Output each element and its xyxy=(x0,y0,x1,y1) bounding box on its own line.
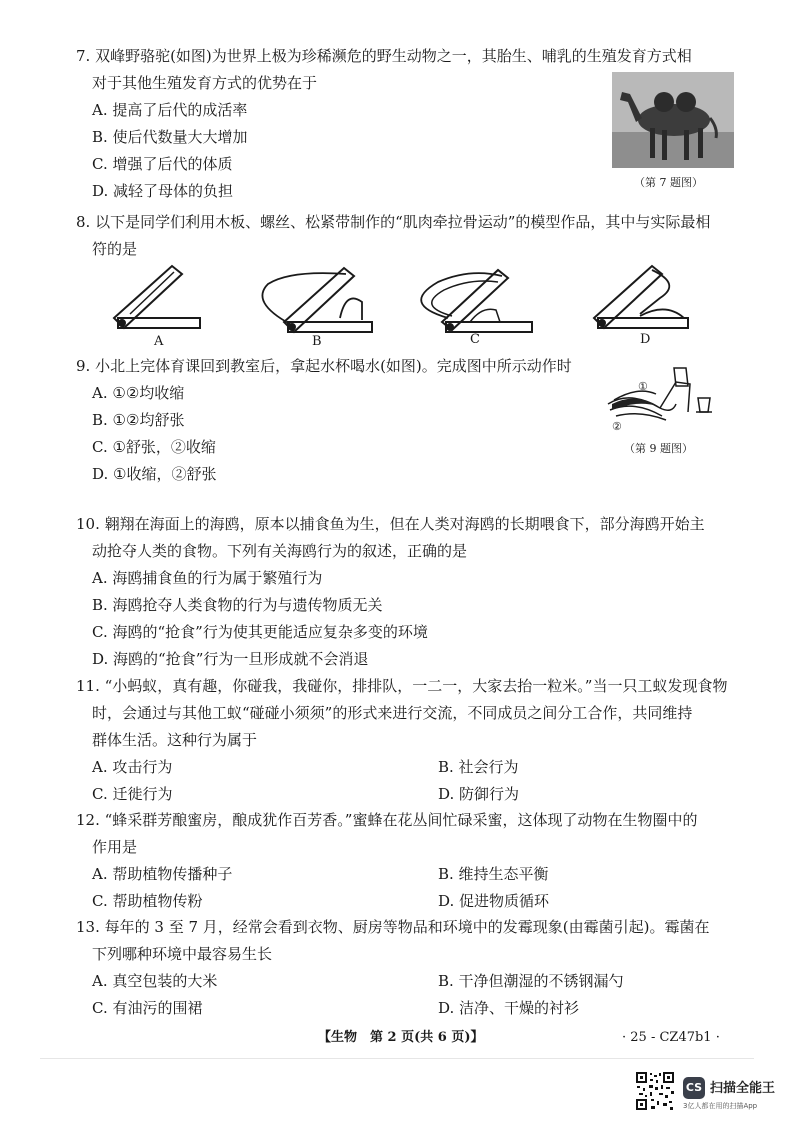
page-footer-center: 【生物 第 2 页(共 6 页)】 xyxy=(318,1030,484,1045)
q13-option-c: C. 有油污的围裙 xyxy=(92,999,203,1017)
model-d xyxy=(594,266,688,328)
q13-stem-line1: 13. 每年的 3 至 7 月，经常会看到衣物、厨房等物品和环境中的发霉现象(由霉菌引起)。霉菌在 xyxy=(76,918,710,936)
q11-stem-line2: 时，会通过与其他工蚁“碰碰小须须”的形式来进行交流，不同成员之间分工合作，共同维持 xyxy=(92,704,693,722)
q10-stem-line1: 10. 翱翔在海面上的海鸥，原本以捕食鱼为生，但在人类对海鸥的长期喂食下，部分海鸥开始主 xyxy=(76,515,705,533)
q12-option-a: A. 帮助植物传播种子 xyxy=(92,865,233,883)
q7-figure-caption: （第 7 题图） xyxy=(634,176,703,189)
q12-option-d: D. 促进物质循环 xyxy=(438,892,550,910)
q12-stem-line2: 作用是 xyxy=(92,838,138,856)
q11-option-b: B. 社会行为 xyxy=(438,758,519,776)
q12-option-b: B. 维持生态平衡 xyxy=(438,865,549,883)
q7-stem-line2: 对于其他生殖发育方式的优势在于 xyxy=(92,74,318,92)
q7-option-d: D. 减轻了母体的负担 xyxy=(92,182,234,200)
q11-option-c: C. 迁徙行为 xyxy=(92,785,173,803)
q8-label-b: B xyxy=(312,334,322,349)
q10-option-d: D. 海鸥的“抢食”行为一旦形成就不会消退 xyxy=(92,650,369,668)
q11-stem-line1: 11. “小蚂蚁，真有趣，你碰我，我碰你，排排队，一二一，大家去抬一粒米。”当一只工蚁发现食物 xyxy=(76,677,728,695)
q10-option-b: B. 海鸥抢夺人类食物的行为与遗传物质无关 xyxy=(92,596,383,614)
q8-stem-line1: 8. 以下是同学们利用木板、螺丝、松紧带制作的“肌肉牵拉骨运动”的模型作品，其中与实际最相 xyxy=(76,213,711,231)
muscle-bone-models xyxy=(100,262,700,344)
q10-stem-line2: 动抢夺人类的食物。下列有关海鸥行为的叙述，正确的是 xyxy=(92,542,468,560)
q9-option-a: A. ①②均收缩 xyxy=(92,384,185,402)
q12-stem-line1: 12. “蜂采群芳酿蜜房，酿成犹作百芳香。”蜜蜂在花丛间忙碌采蜜，这体现了动物在生物圈中的 xyxy=(76,811,698,829)
q11-option-a: A. 攻击行为 xyxy=(92,758,173,776)
page-footer-code: · 25 - CZ47b1 · xyxy=(622,1030,720,1045)
q9-figure-caption: （第 9 题图） xyxy=(624,442,693,455)
camscanner-logo-icon: CS xyxy=(683,1077,705,1099)
q11-stem-line3: 群体生活。这种行为属于 xyxy=(92,731,258,749)
qr-code-icon xyxy=(635,1071,675,1111)
q8-label-a: A xyxy=(154,334,164,349)
q9-option-b: B. ①②均舒张 xyxy=(92,411,185,429)
q13-option-d: D. 洁净、干燥的衬衫 xyxy=(438,999,580,1017)
camscanner-tagline: 3亿人都在用的扫描App xyxy=(683,1102,758,1110)
q13-option-b: B. 干净但潮湿的不锈钢漏勺 xyxy=(438,972,624,990)
camscanner-app-name: 扫描全能王 xyxy=(710,1081,776,1096)
q9-marker-1: ① xyxy=(638,380,648,393)
q13-stem-line2: 下列哪种环境中最容易生长 xyxy=(92,945,273,963)
q10-option-a: A. 海鸥捕食鱼的行为属于繁殖行为 xyxy=(92,569,323,587)
q10-option-c: C. 海鸥的“抢食”行为使其更能适应复杂多变的环境 xyxy=(92,623,428,641)
model-a xyxy=(114,266,200,328)
q9-stem-line1: 9. 小北上完体育课回到教室后，拿起水杯喝水(如图)。完成图中所示动作时 xyxy=(76,357,572,375)
q7-option-b: B. 使后代数量大大增加 xyxy=(92,128,248,146)
q7-stem-line1: 7. 双峰野骆驼(如图)为世界上极为珍稀濒危的野生动物之一，其胎生、哺乳的生殖发育方式相 xyxy=(76,47,692,65)
q12-option-c: C. 帮助植物传粉 xyxy=(92,892,203,910)
q7-option-c: C. 增强了后代的体质 xyxy=(92,155,233,173)
camel-photo xyxy=(612,72,734,168)
q13-option-a: A. 真空包装的大米 xyxy=(92,972,218,990)
q11-option-d: D. 防御行为 xyxy=(438,785,520,803)
model-c xyxy=(421,270,532,332)
q7-option-a: A. 提高了后代的成活率 xyxy=(92,101,248,119)
q8-label-c: C xyxy=(470,332,480,347)
q9-option-c: C. ①舒张，②收缩 xyxy=(92,438,216,456)
q9-marker-2: ② xyxy=(612,420,622,433)
model-b xyxy=(262,268,372,332)
bottom-divider xyxy=(40,1058,754,1059)
q8-stem-line2: 符的是 xyxy=(92,240,138,258)
q8-label-d: D xyxy=(640,332,651,347)
q9-option-d: D. ①收缩，②舒张 xyxy=(92,465,217,483)
